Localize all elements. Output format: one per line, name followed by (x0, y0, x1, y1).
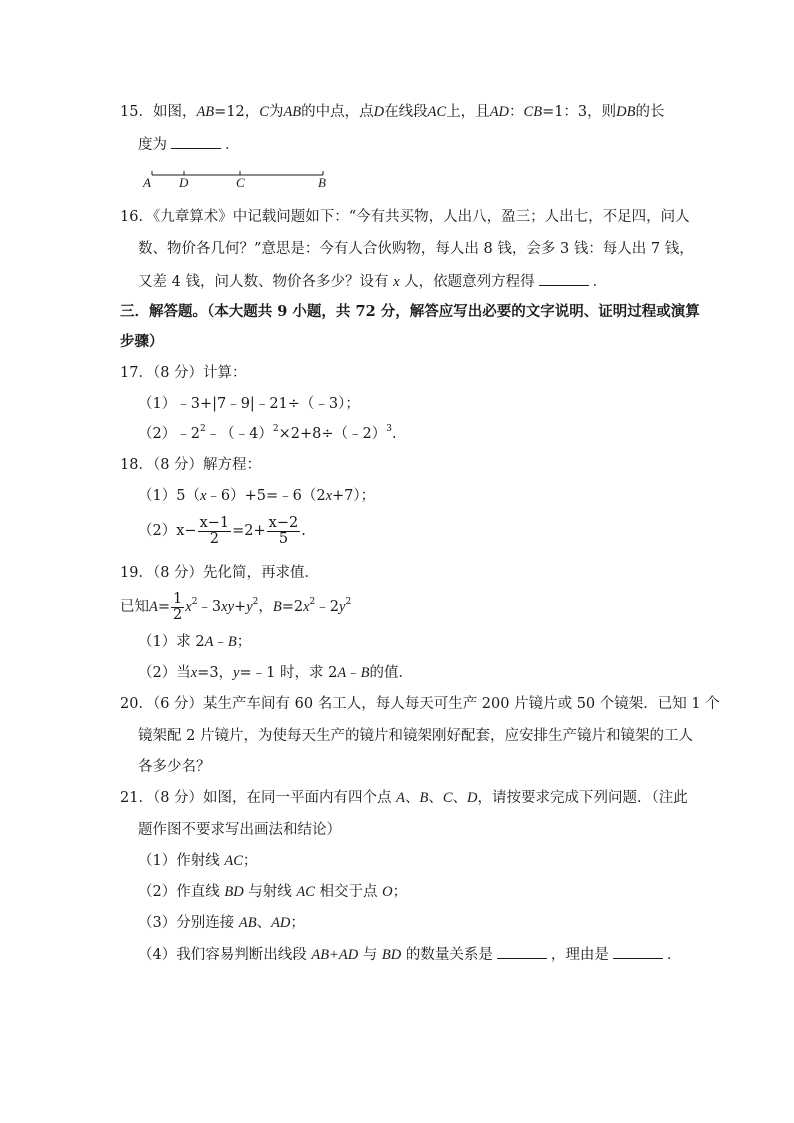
q20-line1: 20．（6 分）某生产车间有 60 名工人，每人每天可生产 200 片镜片或 50 个镜架．已知 1 个 (120, 696, 720, 712)
q21-line1: 21．（8 分）如图，在同一平面内有四个点 A、B、C、D，请按要求完成下列问题．（注此 (120, 790, 688, 806)
label-a: A (143, 175, 151, 190)
answer-blank[interactable] (497, 944, 547, 959)
answer-blank[interactable] (613, 944, 663, 959)
q17-title: 17．（8 分）计算： (120, 365, 247, 381)
label-c: C (236, 175, 245, 190)
q19-given: 已知A= $\frac{1}{2}$ $x^2﹣3xy+y^2$，$B=2x^2﹣2y^2$ (120, 590, 352, 623)
q21-part1: （1）作射线 AC； (138, 853, 258, 869)
answer-blank[interactable] (171, 134, 221, 149)
q18-title: 18．（8 分）解方程： (120, 457, 262, 473)
answer-blank[interactable] (539, 271, 589, 286)
q21-part2: （2）作直线 BD 与射线 AC 相交于点 O； (138, 884, 408, 900)
q18-part2: （2）x− $\frac{x-1}{2}$ =2+ $\frac{x-2}{5}$ . (138, 514, 306, 547)
q17-part2: $(2)﹣2^2﹣(﹣4)^2\times 2+8\div(﹣2)^3$. (138, 424, 397, 442)
label-d: D (179, 175, 189, 190)
q20-line3: 各多少名？ (138, 759, 211, 775)
q16-line2: 数、物价各几何？”意思是：今有人合伙购物，每人出 8 钱，会多 3 钱：每人出 7 钱， (138, 241, 694, 257)
label-b: B (318, 175, 326, 190)
q18-part1: （1）5（x﹣6）+5=﹣6（2x+7）； (138, 488, 376, 504)
q19-part1: （1）求 2A﹣B； (138, 634, 252, 650)
q19-title: 19．（8 分）先化简，再求值． (120, 565, 320, 581)
q21-part4: （4）我们容易判断出线段 AB+AD 与 BD 的数量关系是 ，理由是 ． (138, 944, 681, 965)
q19-part2: （2）当x=3，y=﹣1 时，求 2A﹣B的值． (138, 665, 414, 681)
q17-part1: （1）﹣3+|7﹣9|﹣21÷（﹣3）； (138, 396, 360, 412)
q20-line2: 镜架配 2 片镜片，为使每天生产的镜片和镜架刚好配套，应安排生产镜片和镜架的工人 (138, 728, 693, 744)
q21-part3: （3）分别连接 AB、AD； (138, 915, 305, 931)
q21-line2: 题作图不要求写出画法和结论） (138, 822, 341, 838)
q16-line3: 又差 4 钱，问人数、物价各多少？设有 x 人，依题意列方程得 ． (138, 271, 607, 292)
fraction: $\frac{x-2}{5}$ (268, 514, 299, 547)
section-heading-cont: 步骤） (120, 333, 164, 350)
fraction-half: $\frac{1}{2}$ (173, 590, 183, 623)
q15-line1: 15．如图，AB=12，C为AB的中点，点D在线段AC上，且AD：CB=1：3，则DB的长 (120, 104, 665, 120)
q16-line1: 16．《九章算术》中记载问题如下：“今有共买物，人出八，盈三；人出七，不足四，问人 (120, 209, 690, 225)
q15-line2: 度为 ． (138, 134, 240, 155)
section-heading: 三．解答题。（本大题共 9 小题，共 72 分，解答应写出必要的文字说明、证明过程或演算 (120, 303, 700, 320)
segment-figure (140, 165, 340, 195)
fraction: $\frac{x-1}{2}$ (199, 514, 230, 547)
